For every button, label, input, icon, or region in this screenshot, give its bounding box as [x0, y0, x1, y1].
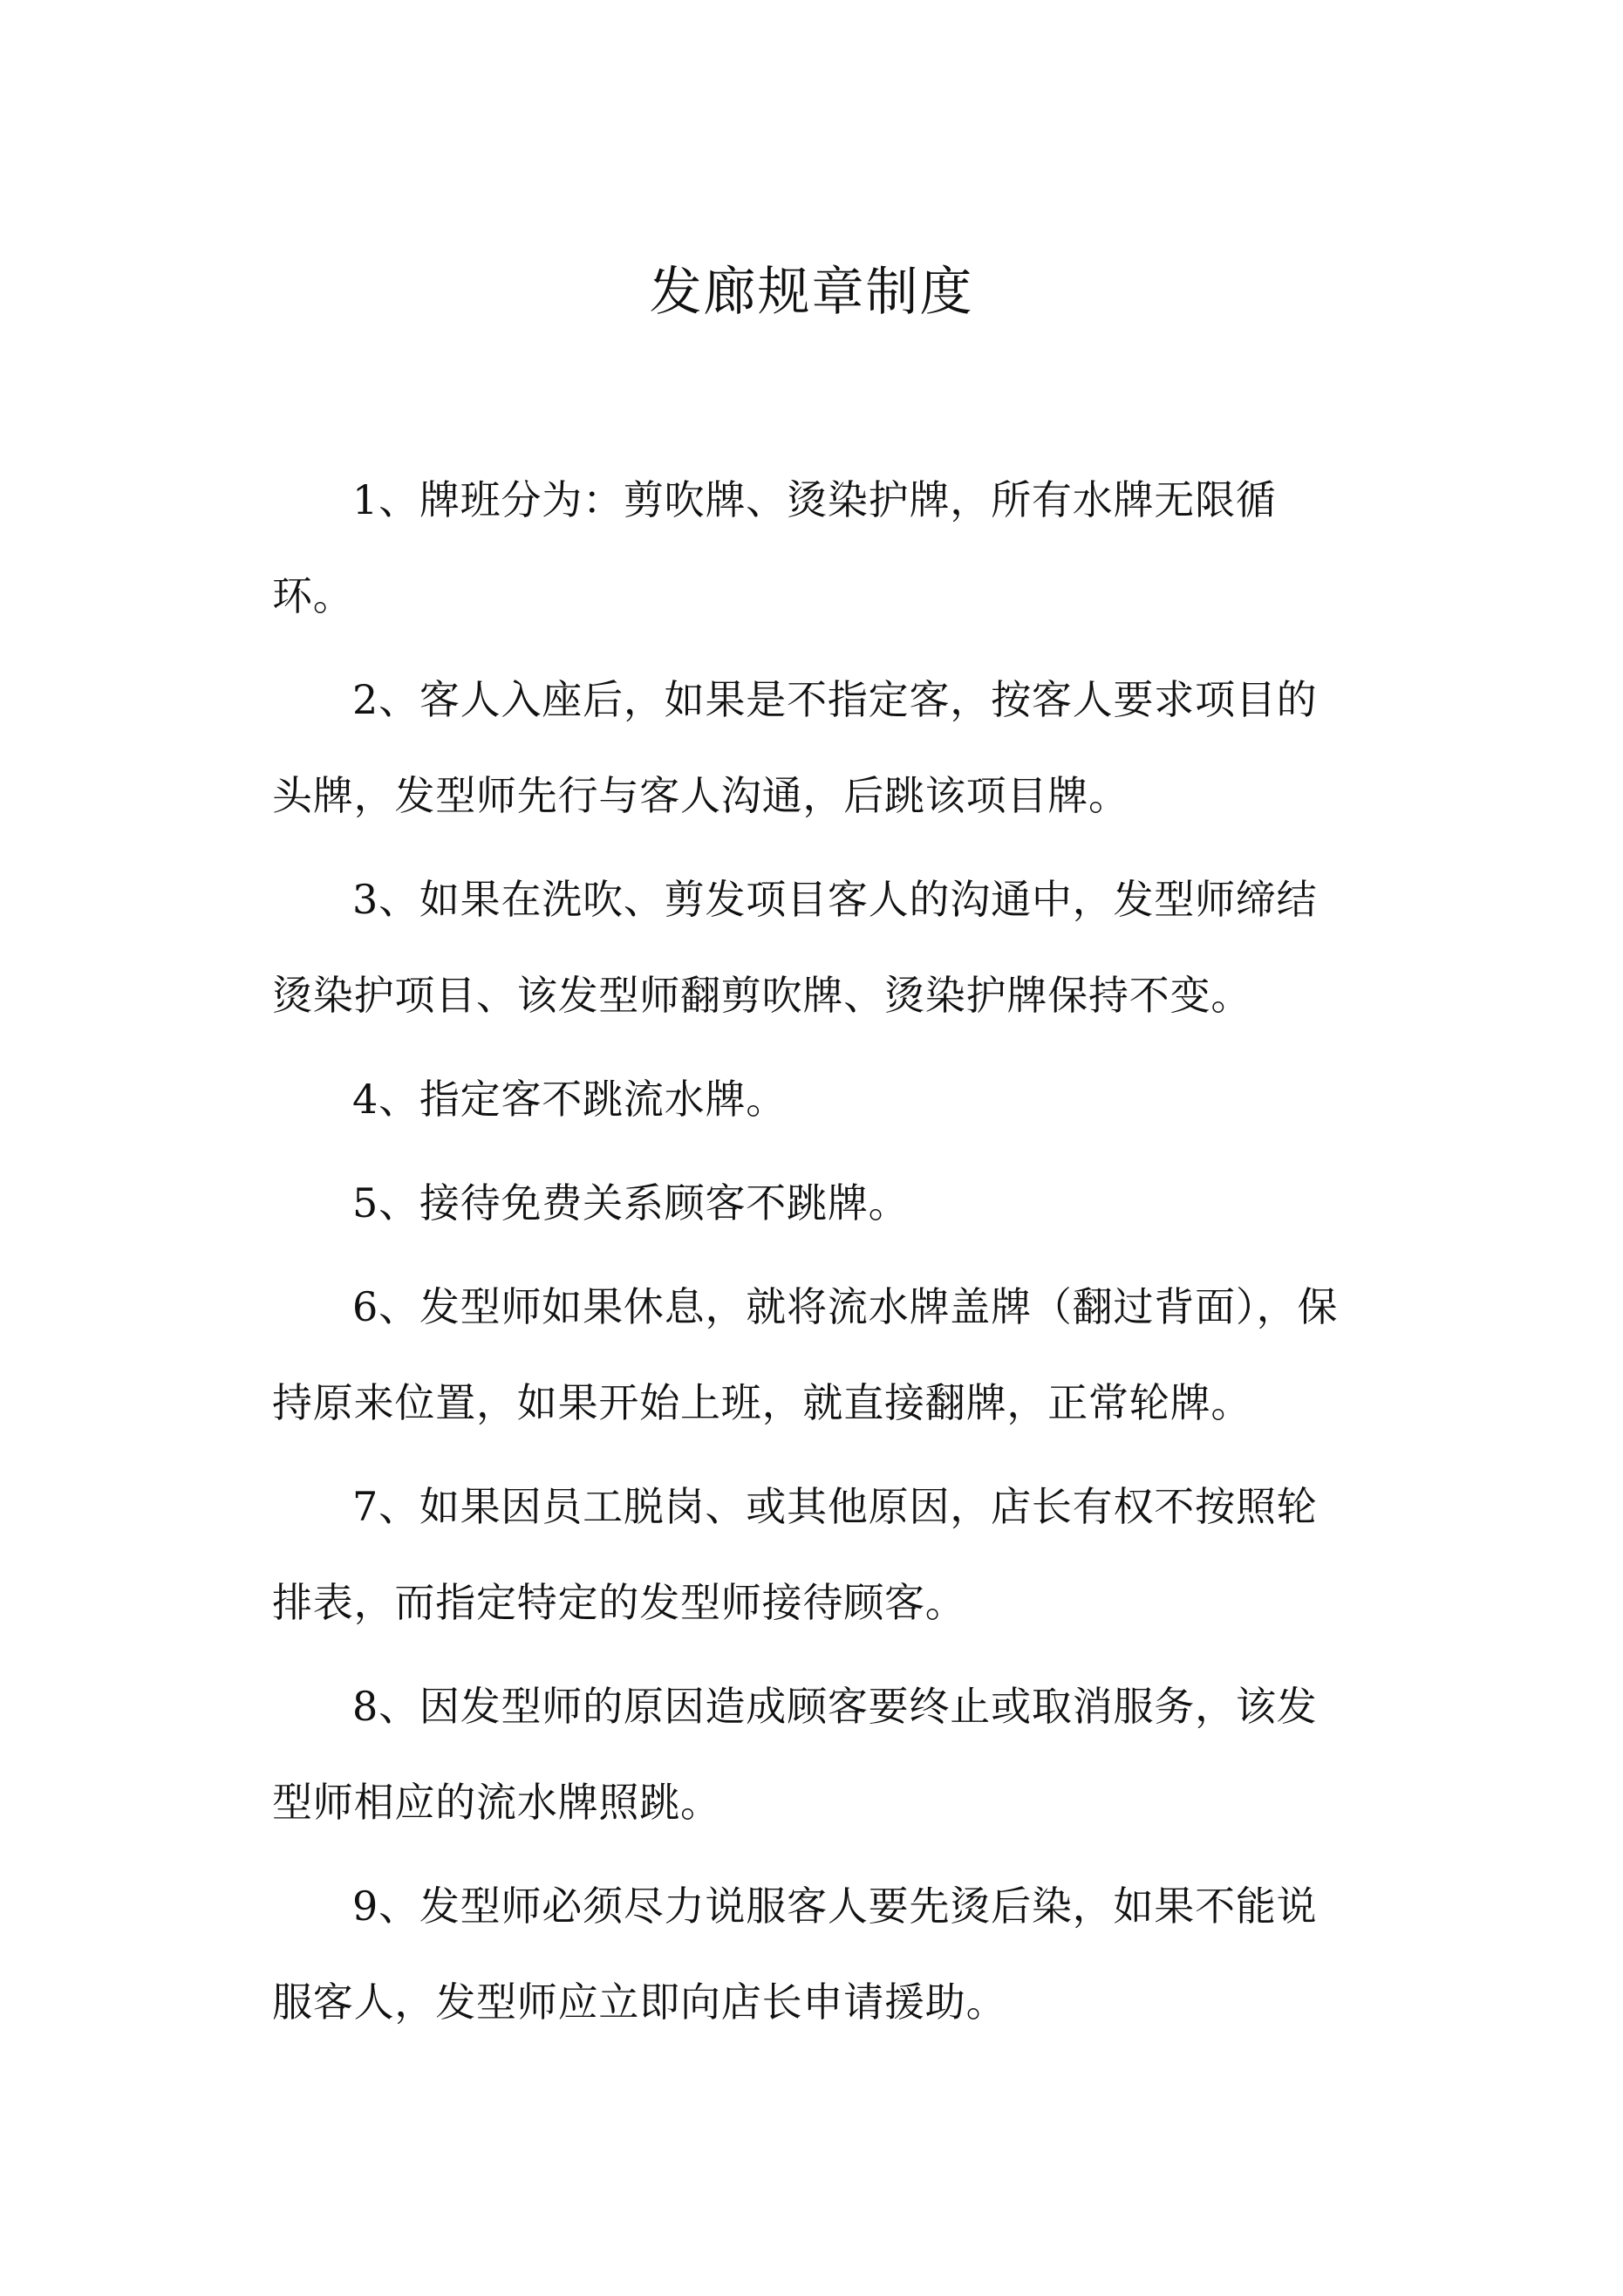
document-title: 发廊规章制度: [649, 262, 974, 323]
rule-paragraph-7: 7、如果因员工脱岗、或其他原因，店长有权不按照轮排表，而指定特定的发型师接待顾客。: [272, 1483, 1318, 1626]
rule-paragraph-6: 6、发型师如果休息，就将流水牌盖牌（翻过背面），保持原来位置，如果开始上班，就直接翻牌，正常轮牌。: [272, 1283, 1339, 1426]
rule-paragraph-9: 9、发型师必须尽力说服客人要先烫后染，如果不能说服客人，发型师应立即向店长申请援助。: [272, 1883, 1318, 2026]
rule-paragraph-5: 5、接待免费关系顾客不跳牌。: [352, 1179, 910, 1227]
rule-paragraph-3: 3、如果在洗吹、剪发项目客人的沟通中，发型师缔结烫染护项目、该发型师翻剪吹牌、烫染护牌保持不变。: [272, 876, 1318, 1019]
rule-paragraph-1: 1、牌班分为：剪吹牌、烫染护牌，所有水牌无限循环。: [272, 476, 1277, 619]
rule-paragraph-4: 4、指定客不跳流水牌。: [352, 1076, 788, 1123]
rule-paragraph-8: 8、因发型师的原因造成顾客要终止或取消服务，该发型师相应的流水牌照跳。: [272, 1683, 1318, 1826]
rule-paragraph-2: 2、客人入座后，如果是不指定客，按客人要求项目的头牌，发型师先行与客人沟通，后跳该项目牌。: [272, 676, 1318, 819]
document-body: [272, 452, 1352, 2058]
